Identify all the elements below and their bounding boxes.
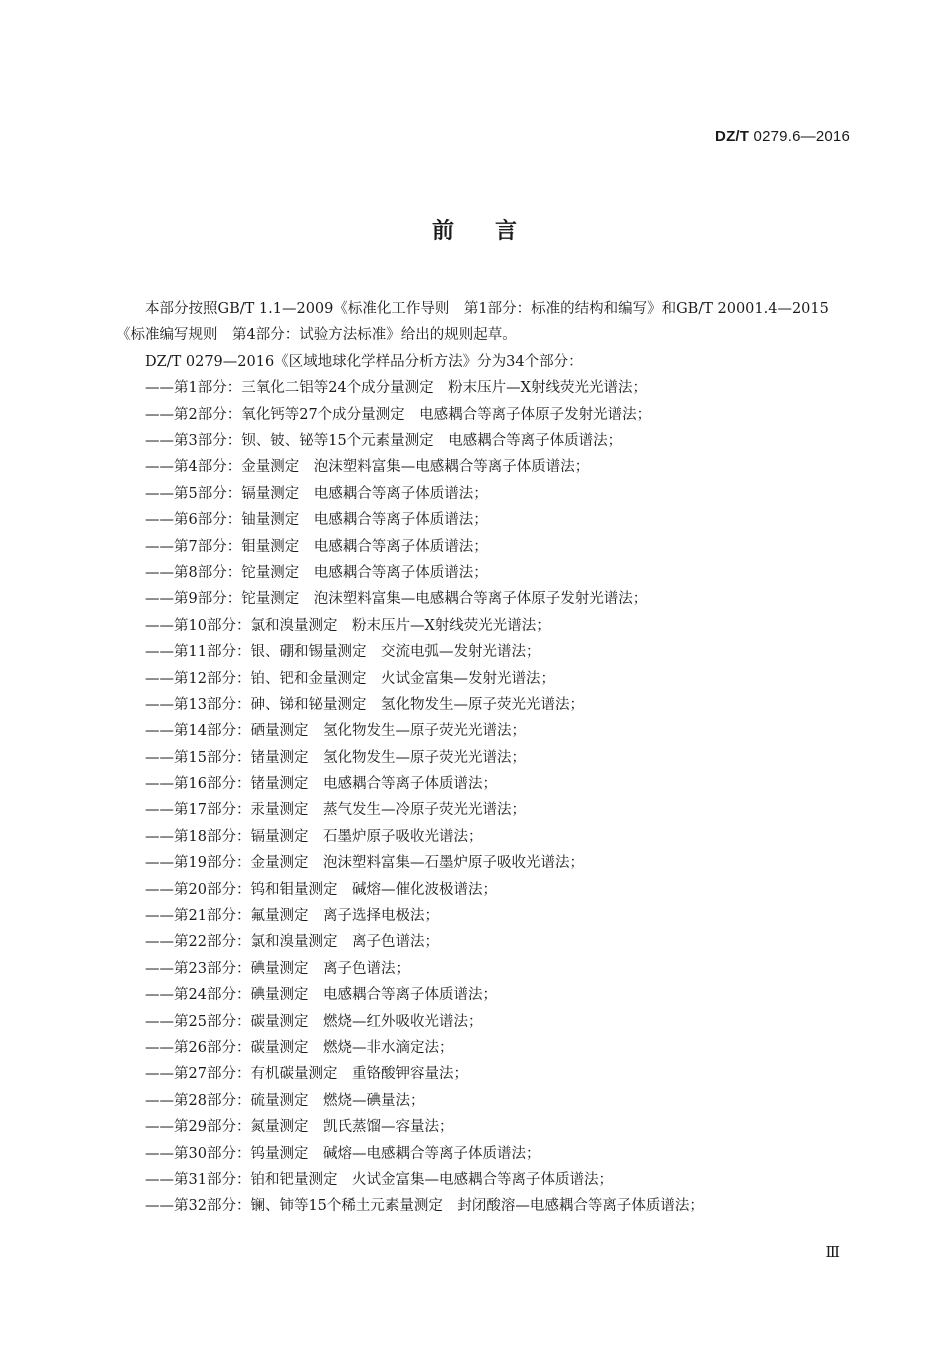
page-number: Ⅲ: [825, 1243, 840, 1261]
list-item: ——第23部分：碘量测定 离子色谱法；: [145, 960, 410, 977]
list-item: ——第25部分：碳量测定 燃烧—红外吸收光谱法；: [145, 1013, 483, 1030]
list-item: ——第20部分：钨和钼量测定 碱熔—催化波极谱法；: [145, 881, 497, 898]
list-item: ——第12部分：铂、钯和金量测定 火试金富集—发射光谱法；: [145, 670, 555, 687]
list-item: ——第9部分：铊量测定 泡沫塑料富集—电感耦合等离子体原子发射光谱法；: [145, 591, 648, 608]
list-item: ——第22部分：氯和溴量测定 离子色谱法；: [145, 934, 439, 951]
standard-code-number: 0279.6—2016: [753, 128, 850, 145]
list-item: ——第19部分：金量测定 泡沫塑料富集—石墨炉原子吸收光谱法；: [145, 855, 584, 872]
list-item: ——第15部分：锗量测定 氢化物发生—原子荧光光谱法；: [145, 749, 526, 766]
list-item: ——第3部分：钡、铍、铋等15个元素量测定 电感耦合等离子体质谱法；: [145, 433, 623, 449]
list-item: ——第27部分：有机碳量测定 重铬酸钾容量法；: [145, 1066, 468, 1083]
list-item: ——第16部分：锗量测定 电感耦合等离子体质谱法；: [145, 776, 497, 793]
standard-code-prefix: DZ/T: [715, 128, 750, 145]
list-item: ——第17部分：汞量测定 蒸气发生—冷原子荧光光谱法；: [145, 802, 526, 819]
page-title: [0, 214, 950, 245]
list-item: ——第11部分：银、硼和锡量测定 交流电弧—发射光谱法；: [145, 644, 541, 661]
list-item: ——第5部分：镉量测定 电感耦合等离子体质谱法；: [145, 485, 488, 502]
list-item: ——第1部分：三氧化二铝等24个成分量测定 粉末压片—X射线荧光光谱法；: [145, 380, 647, 397]
list-item: ——第32部分：镧、铈等15个稀土元素量测定 封闭酸溶—电感耦合等离子体质谱法；: [145, 1198, 704, 1215]
intro-paragraph-1: 本部分按照GB/T 1.1—2009《标准化工作导则 第1部分：标准的结构和编写》和GB/T 20001.4—2015《标准编写规则 第4部分：试验方法标准》给出的规则起草。: [116, 301, 829, 344]
list-item: ——第14部分：硒量测定 氢化物发生—原子荧光光谱法；: [145, 723, 526, 740]
list-item: ——第30部分：钨量测定 碱熔—电感耦合等离子体质谱法；: [145, 1145, 541, 1162]
list-item: ——第2部分：氧化钙等27个成分量测定 电感耦合等离子体原子发射光谱法；: [145, 406, 652, 423]
foreword-body: [116, 296, 852, 1220]
list-item: ——第10部分：氯和溴量测定 粉末压片—X射线荧光光谱法；: [145, 617, 551, 634]
list-item: ——第7部分：钼量测定 电感耦合等离子体质谱法；: [145, 538, 488, 555]
parts-list: [116, 375, 852, 1220]
list-item: ——第29部分：氮量测定 凯氏蒸馏—容量法；: [145, 1119, 454, 1136]
list-item: ——第18部分：镉量测定 石墨炉原子吸收光谱法；: [145, 828, 483, 845]
list-item: ——第28部分：硫量测定 燃烧—碘量法；: [145, 1092, 425, 1109]
title-char-1: 前: [431, 219, 455, 244]
intro-paragraph-2: DZ/T 0279—2016《区域地球化学样品分析方法》分为34个部分：: [145, 353, 583, 370]
list-item: ——第26部分：碳量测定 燃烧—非水滴定法；: [145, 1039, 454, 1056]
list-item: ——第21部分：氟量测定 离子选择电极法；: [145, 908, 439, 925]
standard-code: [715, 128, 850, 145]
list-item: ——第8部分：铊量测定 电感耦合等离子体质谱法；: [145, 564, 488, 581]
list-item: ——第31部分：铂和钯量测定 火试金富集—电感耦合等离子体质谱法；: [145, 1171, 613, 1188]
title-char-2: 言: [495, 219, 519, 244]
list-item: ——第6部分：铀量测定 电感耦合等离子体质谱法；: [145, 512, 488, 529]
list-item: ——第13部分：砷、锑和铋量测定 氢化物发生—原子荧光光谱法；: [145, 696, 584, 713]
list-item: ——第4部分：金量测定 泡沫塑料富集—电感耦合等离子体质谱法；: [145, 459, 590, 476]
list-item: ——第24部分：碘量测定 电感耦合等离子体质谱法；: [145, 987, 497, 1004]
